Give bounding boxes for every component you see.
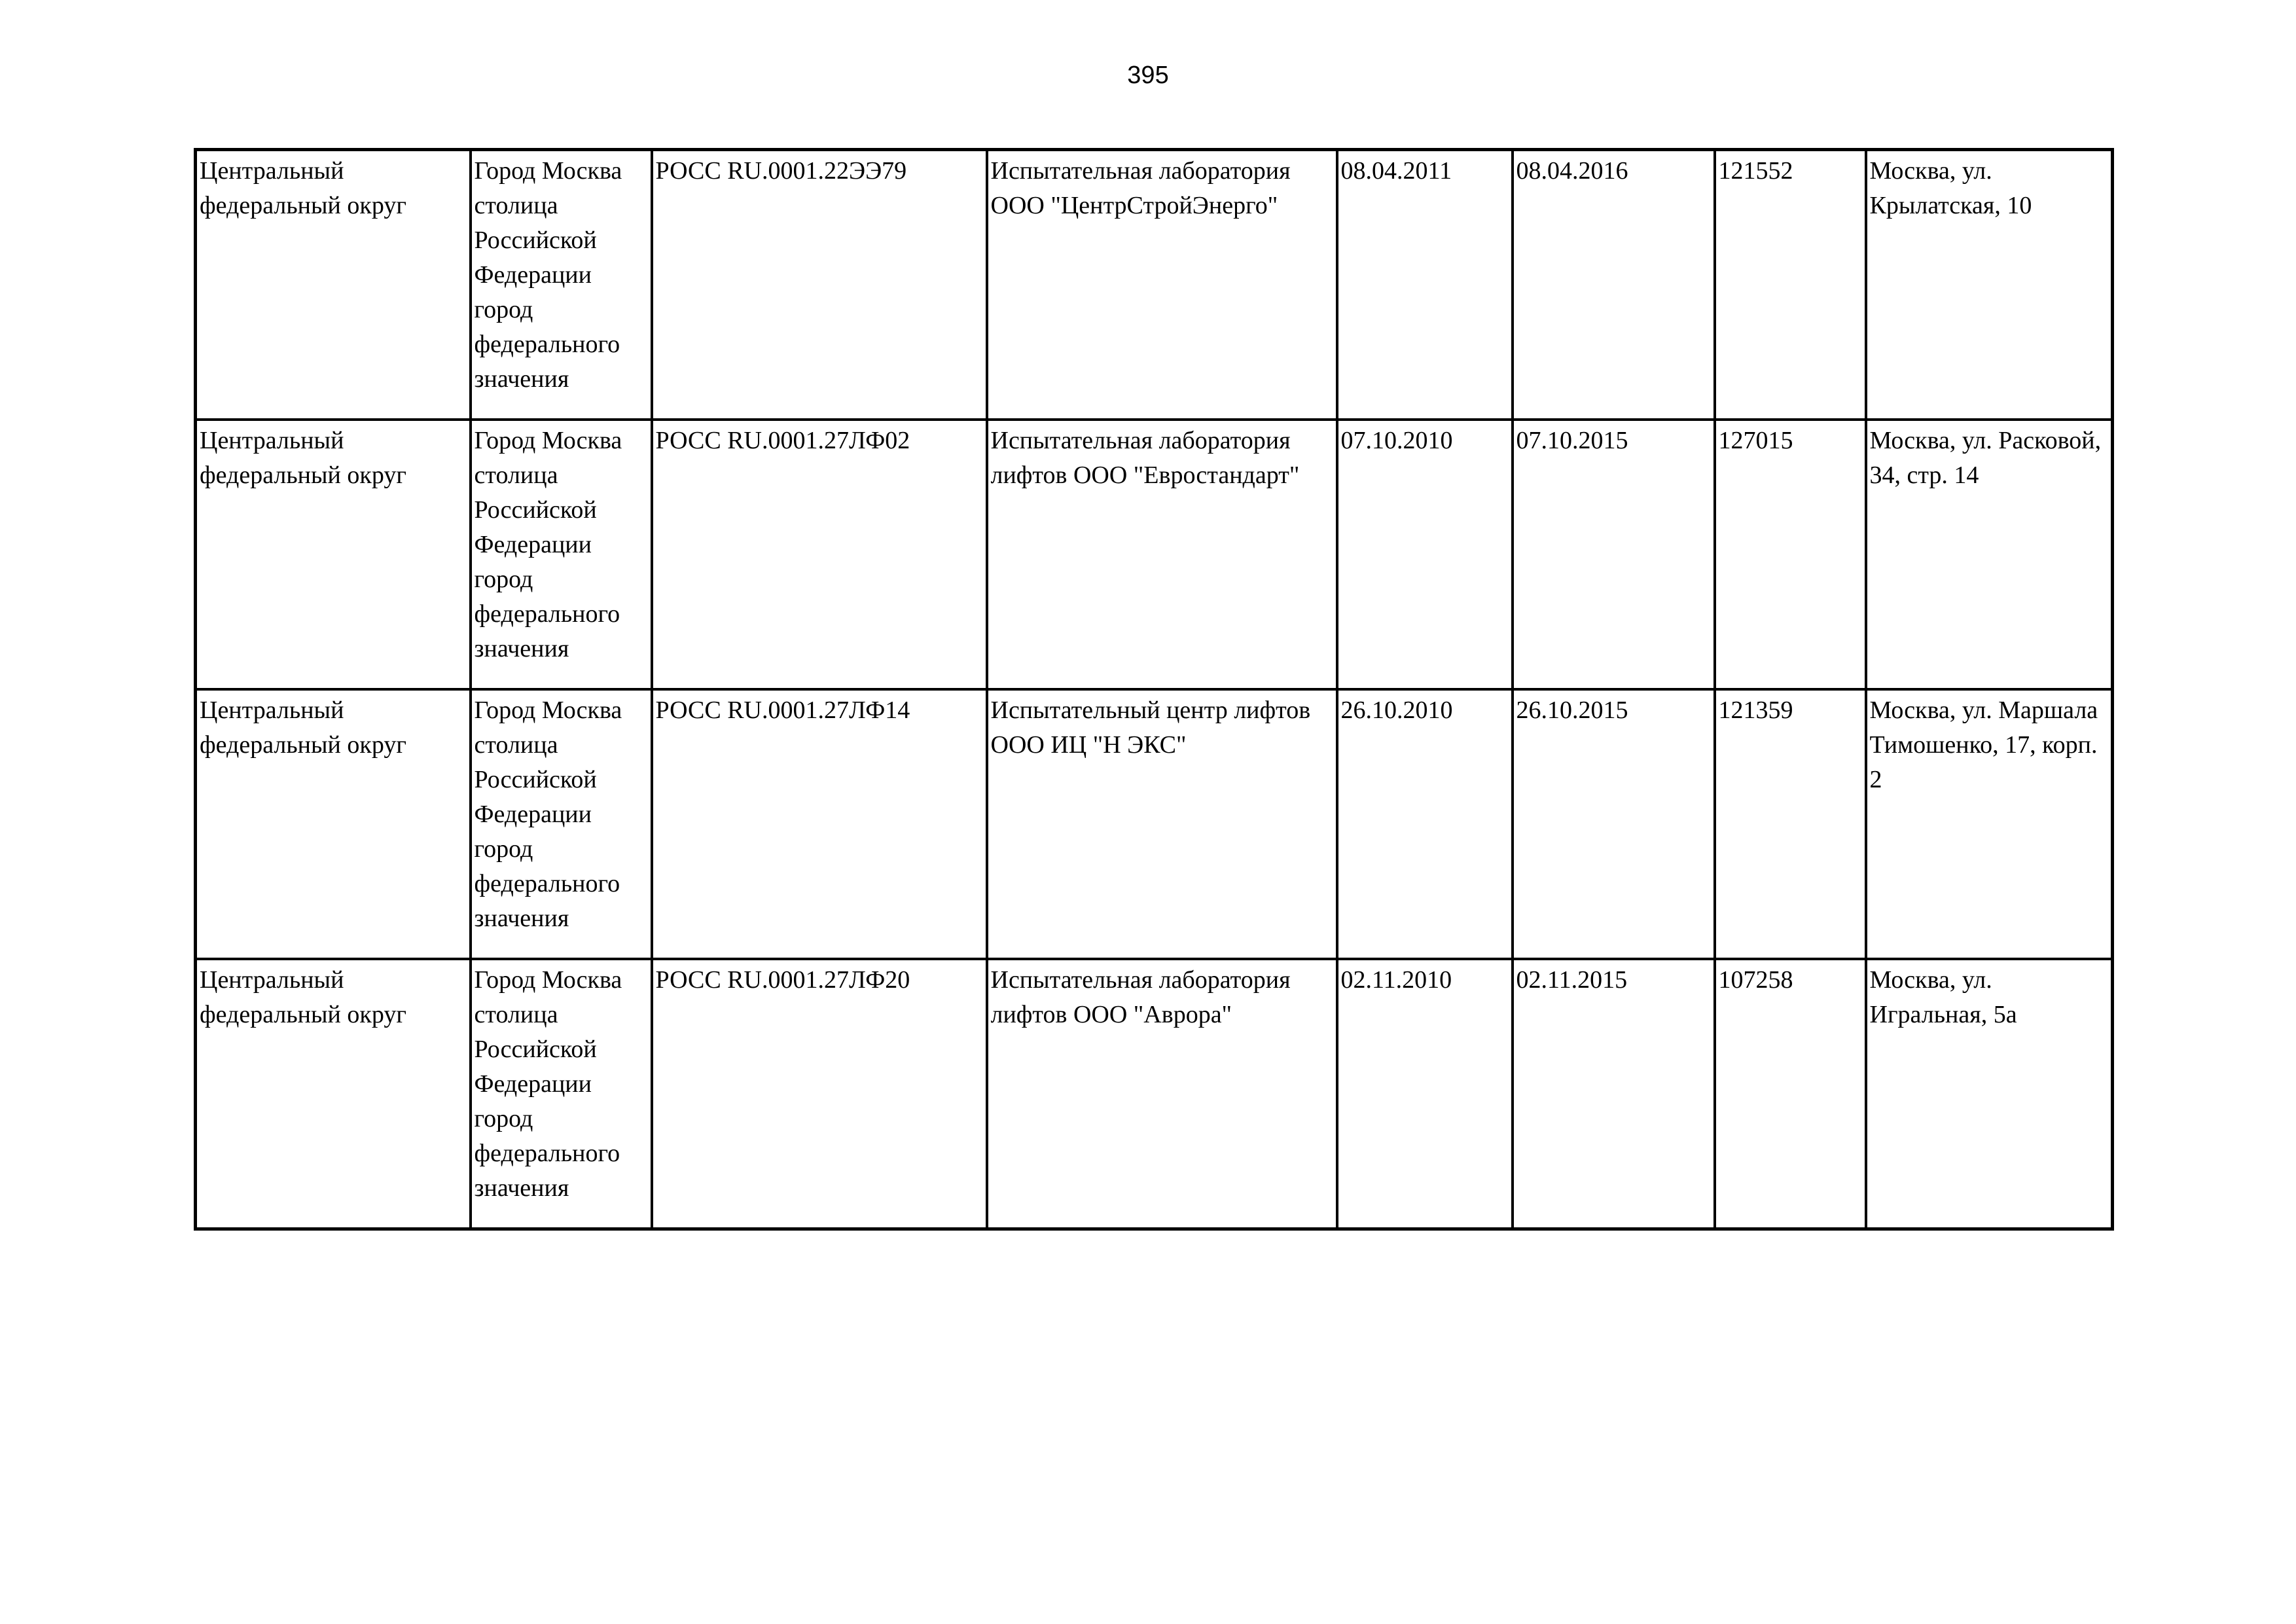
region-cell xyxy=(471,420,652,689)
date-expires-cell xyxy=(1513,689,1715,959)
district-text: Центральный федеральный округ xyxy=(200,966,406,1028)
date-issued-text: 26.10.2010 xyxy=(1340,696,1453,724)
certificate-text: РОСС RU.0001.27ЛФ14 xyxy=(655,696,910,724)
address-cell xyxy=(1866,150,2113,420)
table-row xyxy=(196,420,2113,689)
address-cell xyxy=(1866,959,2113,1229)
date-issued-text: 02.11.2010 xyxy=(1340,966,1452,994)
date-expires-cell xyxy=(1513,150,1715,420)
date-expires-text: 26.10.2015 xyxy=(1516,696,1628,724)
district-cell xyxy=(196,959,471,1229)
date-issued-cell xyxy=(1337,150,1513,420)
registry-table xyxy=(194,148,2114,1231)
region-text: Город Москва столица Российской Федерации город федерального значения xyxy=(474,966,622,1202)
organization-cell xyxy=(987,959,1337,1229)
table-body xyxy=(196,150,2113,1229)
region-cell xyxy=(471,689,652,959)
district-cell xyxy=(196,420,471,689)
address-cell xyxy=(1866,420,2113,689)
table-row xyxy=(196,959,2113,1229)
region-text: Город Москва столица Российской Федерации город федерального значения xyxy=(474,157,622,393)
date-expires-cell xyxy=(1513,420,1715,689)
date-issued-text: 08.04.2011 xyxy=(1340,157,1452,185)
table-row xyxy=(196,689,2113,959)
organization-cell xyxy=(987,689,1337,959)
organization-text: Испытательный центр лифтов ООО ИЦ "Н ЭКС" xyxy=(990,696,1311,759)
date-issued-cell xyxy=(1337,959,1513,1229)
date-expires-cell xyxy=(1513,959,1715,1229)
certificate-text: РОСС RU.0001.27ЛФ20 xyxy=(655,966,910,994)
date-issued-cell xyxy=(1337,420,1513,689)
table-row xyxy=(196,150,2113,420)
date-issued-cell xyxy=(1337,689,1513,959)
region-text: Город Москва столица Российской Федерации город федерального значения xyxy=(474,696,622,932)
certificate-cell xyxy=(652,689,987,959)
address-cell xyxy=(1866,689,2113,959)
organization-text: Испытательная лаборатория лифтов ООО "Аврора" xyxy=(990,966,1291,1028)
organization-text: Испытательная лаборатория ООО "ЦентрСтройЭнерго" xyxy=(990,157,1291,219)
district-cell xyxy=(196,150,471,420)
organization-cell xyxy=(987,150,1337,420)
date-expires-text: 07.10.2015 xyxy=(1516,427,1628,454)
address-text: Москва, ул. Крылатская, 10 xyxy=(1869,157,2032,219)
page-number: 395 xyxy=(1127,62,1169,89)
date-expires-text: 02.11.2015 xyxy=(1516,966,1628,994)
postal-code-text: 121359 xyxy=(1718,696,1793,724)
region-text: Город Москва столица Российской Федерации город федерального значения xyxy=(474,427,622,662)
certificate-text: РОСС RU.0001.22ЭЭ79 xyxy=(655,157,907,185)
date-expires-text: 08.04.2016 xyxy=(1516,157,1628,185)
postal-code-text: 121552 xyxy=(1718,157,1793,185)
date-issued-text: 07.10.2010 xyxy=(1340,427,1453,454)
certificate-cell xyxy=(652,959,987,1229)
address-text: Москва, ул. Игральная, 5а xyxy=(1869,966,2017,1028)
district-text: Центральный федеральный округ xyxy=(200,427,406,489)
postal-code-cell xyxy=(1715,689,1866,959)
postal-code-cell xyxy=(1715,420,1866,689)
region-cell xyxy=(471,150,652,420)
postal-code-cell xyxy=(1715,959,1866,1229)
address-text: Москва, ул. Расковой, 34, стр. 14 xyxy=(1869,427,2102,489)
district-cell xyxy=(196,689,471,959)
postal-code-text: 127015 xyxy=(1718,427,1793,454)
district-text: Центральный федеральный округ xyxy=(200,157,406,219)
certificate-cell xyxy=(652,420,987,689)
postal-code-cell xyxy=(1715,150,1866,420)
district-text: Центральный федеральный округ xyxy=(200,696,406,759)
organization-cell xyxy=(987,420,1337,689)
address-text: Москва, ул. Маршала Тимошенко, 17, корп. 2 xyxy=(1869,696,2098,793)
postal-code-text: 107258 xyxy=(1718,966,1793,994)
organization-text: Испытательная лаборатория лифтов ООО "Евростандарт" xyxy=(990,427,1300,489)
certificate-text: РОСС RU.0001.27ЛФ02 xyxy=(655,427,910,454)
certificate-cell xyxy=(652,150,987,420)
region-cell xyxy=(471,959,652,1229)
